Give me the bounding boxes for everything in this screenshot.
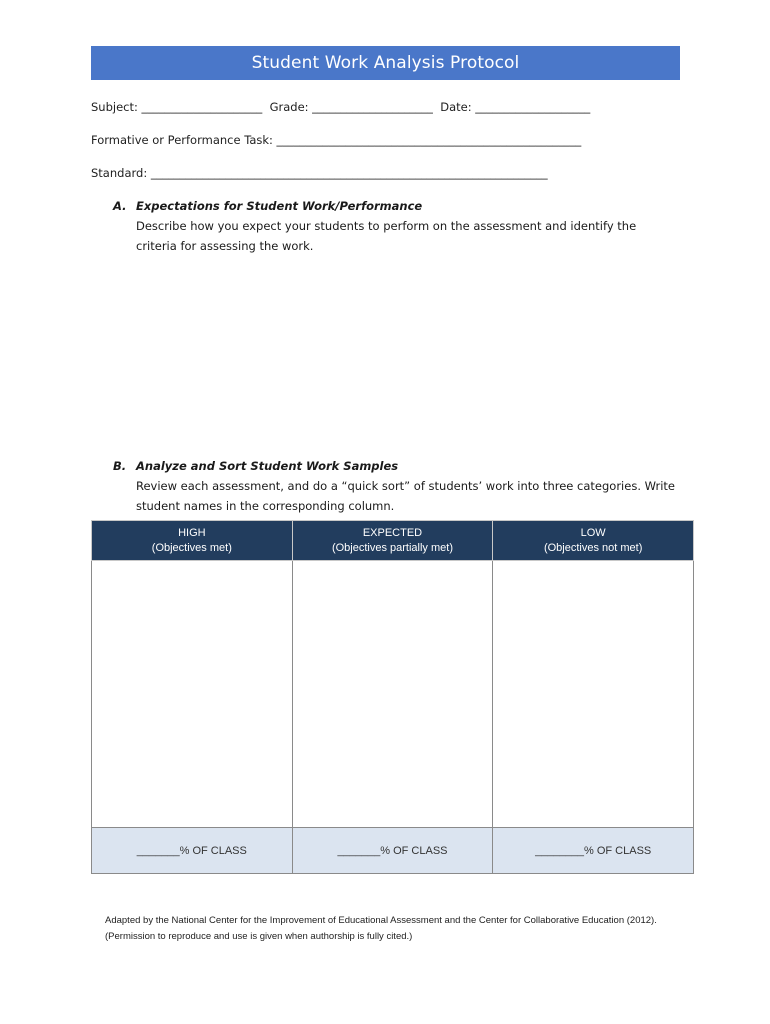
section-b-letter: B. xyxy=(113,459,127,473)
column-subtitle: (Objectives not met) xyxy=(543,541,643,554)
standard-line: Standard: _____________________________________________________________________ xyxy=(91,166,548,180)
column-subtitle: (Objectives met) xyxy=(151,541,232,554)
expected-percent-cell[interactable]: _______% OF CLASS xyxy=(292,828,493,874)
section-a-description: Describe how you expect your students to perform on the assessment and identify the criteria for assessing the work. xyxy=(136,219,637,253)
section-a-heading xyxy=(113,199,422,213)
column-header-low xyxy=(493,521,694,561)
column-title: EXPECTED xyxy=(362,526,423,539)
column-title: LOW xyxy=(580,526,606,539)
column-header-high xyxy=(92,521,293,561)
section-b-title: Analyze and Sort Student Work Samples xyxy=(136,459,399,473)
page-title: Student Work Analysis Protocol xyxy=(91,46,680,80)
sort-table-body-row xyxy=(92,561,694,828)
high-names-cell[interactable] xyxy=(92,561,293,828)
section-a-letter: A. xyxy=(113,199,127,213)
expected-names-cell[interactable] xyxy=(292,561,493,828)
column-title: HIGH xyxy=(178,526,206,539)
sort-table-header-row xyxy=(92,521,694,561)
sort-table xyxy=(91,520,694,874)
section-b-description: Review each assessment, and do a “quick sort” of students’ work into three categories. Write student names in the corresponding column. xyxy=(136,479,675,513)
subject-grade-date-line: Subject: _____________________ Grade: _____________________ Date: ____________________ xyxy=(91,100,591,114)
section-b-heading xyxy=(113,459,398,473)
low-names-cell[interactable] xyxy=(493,561,694,828)
sort-table-percent-row xyxy=(92,828,694,874)
column-subtitle: (Objectives partially met) xyxy=(331,541,453,554)
column-header-expected xyxy=(292,521,493,561)
attribution-footer: Adapted by the National Center for the Improvement of Educational Assessment and the Center for Collaborative Education (2012). (Permission to reproduce and use is given when authorship is fully cited.) xyxy=(105,915,657,942)
section-a-title: Expectations for Student Work/Performance xyxy=(136,199,423,213)
low-percent-cell[interactable]: ________% OF CLASS xyxy=(493,828,694,874)
high-percent-cell[interactable]: _______% OF CLASS xyxy=(92,828,293,874)
task-line: Formative or Performance Task: _____________________________________________________ xyxy=(91,133,582,147)
